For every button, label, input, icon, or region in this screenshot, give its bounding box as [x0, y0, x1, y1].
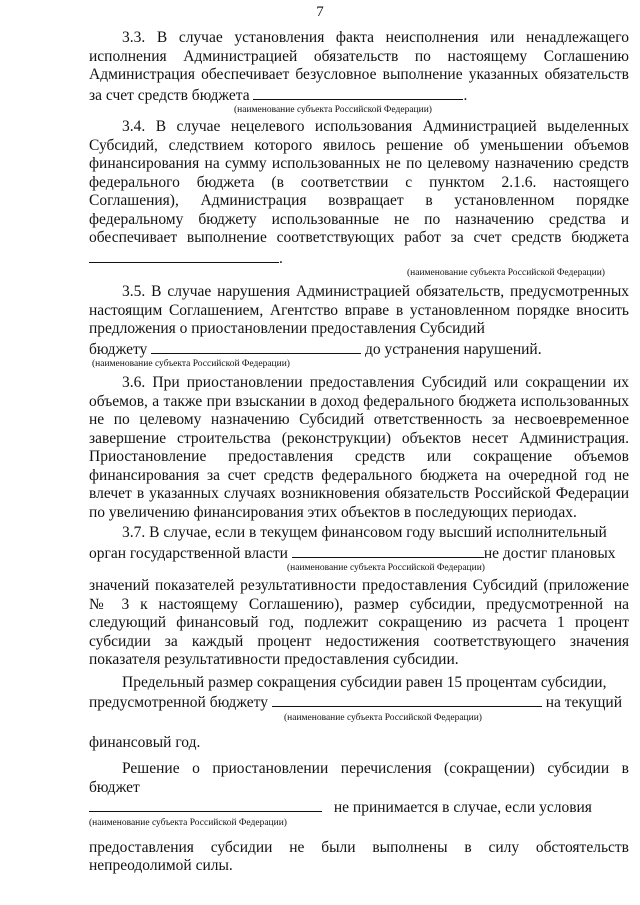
clause-3-7-before: орган государственной власти: [89, 544, 288, 562]
clause-3-3-caption: (наименование субъекта Российской Федерации): [234, 105, 432, 115]
clause-3-3-text: 3.3. В случае установления факта неисполнения или ненадлежащего исполнения Администрацией обязательств по настоящему Соглашению Администрация обеспечивает безусловное выполнение указанных обязательств за счет средств бюджета: [89, 29, 629, 104]
clause-3-5-line-last: [89, 339, 629, 360]
clause-3-4-blank: [89, 248, 279, 263]
limit-before: предусмотренной бюджету: [89, 694, 268, 711]
limit-after: на текущий: [545, 694, 623, 711]
limit-blank: [272, 692, 542, 707]
limit-line-3: финансовый год.: [89, 733, 201, 751]
clause-3-4-text: 3.4. В случае нецелевого использования Администрацией выделенных Субсидий, следствием которого явилось решение об уменьшении объемов финансирования на сумму использованных не по целевому назначению средств федерального бюджета (в соответствии с пунктом 2.1.6. настоящего Соглашения), Администрация возвращает в установленном порядке федеральному бюджету использованные не по назначению средства и обеспечивает выполнение соответствующих работ за счет средств бюджета: [89, 118, 629, 246]
clause-3-6: 3.6. При приостановлении предоставления Субсидий или сокращении их объемов, а также при взыскании в доход федерального бюджета использованных не по целевому назначению Субсидий ответственность за несвоевременное завершение строительства (реконструкции) объектов несет Администрация. Приостановление предоставления средств или сокращение объемов финансирования за счет средств федерального бюджета на очередной год не влечет в указанных случаях возникновения обязательств Российской Федерации по увеличению финансирования этих объектов в последующих периодах.: [89, 374, 629, 521]
clause-3-4-end: .: [279, 249, 283, 267]
clause-3-5: 3.5. В случае нарушения Администрацией обязательств, предусмотренных настоящим Соглашением, Агентство вправе в установленном порядке вносить предложения о приостановлении предоставления Субсидий: [89, 283, 629, 337]
clause-3-5-blank: [151, 339, 361, 354]
clause-3-3-blank: [253, 85, 463, 100]
document-body: [89, 27, 629, 876]
clause-3-7-caption: (наименование субъекта Российской Федерации): [287, 563, 485, 573]
limit-line-2: [89, 692, 629, 713]
page-number: 7: [316, 4, 324, 20]
decision-text: предоставления субсидии не были выполнены в силу обстоятельств непреодолимой силы.: [89, 838, 629, 874]
limit-line-1: Предельный размер сокращения субсидии равен 15 процентам субсидии,: [122, 673, 607, 691]
decision-caption: (наименование субъекта Российской Федерации): [89, 817, 287, 828]
decision-after: не принимается в случае, если условия: [333, 799, 592, 816]
clause-3-5-before: бюджету: [89, 340, 148, 358]
clause-3-7-after: не достиг плановых: [483, 544, 616, 562]
clause-3-5-caption: (наименование субъекта Российской Федерации): [92, 359, 290, 369]
clause-3-4: [89, 118, 629, 268]
clause-3-3-end: .: [463, 86, 468, 104]
decision-line-2: [89, 797, 629, 818]
clause-3-7-blank: [292, 543, 484, 558]
clause-3-7-line-1: 3.7. В случае, если в текущем финансовом году высший исполнительный: [122, 524, 607, 541]
clause-3-7-text: значений показателей результативности предоставления Субсидий (приложение № 3 к настоящему Соглашению), размер субсидии, предусмотренной на следующий финансовый год, подлежит сокращению из расчета 1 процент субсидии за каждый процент недостижения соответствующего значения показателя результативности предоставления субсидии.: [89, 577, 629, 668]
clause-3-3: [89, 29, 629, 105]
clause-3-7-line-2: [89, 543, 629, 564]
clause-3-5-after: до устранения нарушений.: [365, 340, 542, 358]
limit-caption: (наименование субъекта Российской Федерации): [284, 712, 482, 723]
decision-blank: [89, 797, 322, 812]
clause-3-4-caption: (наименование субъекта Российской Федерации): [407, 268, 605, 278]
decision-line-1: Решение о приостановлении перечисления (сокращении) субсидии в бюджет: [89, 760, 629, 796]
